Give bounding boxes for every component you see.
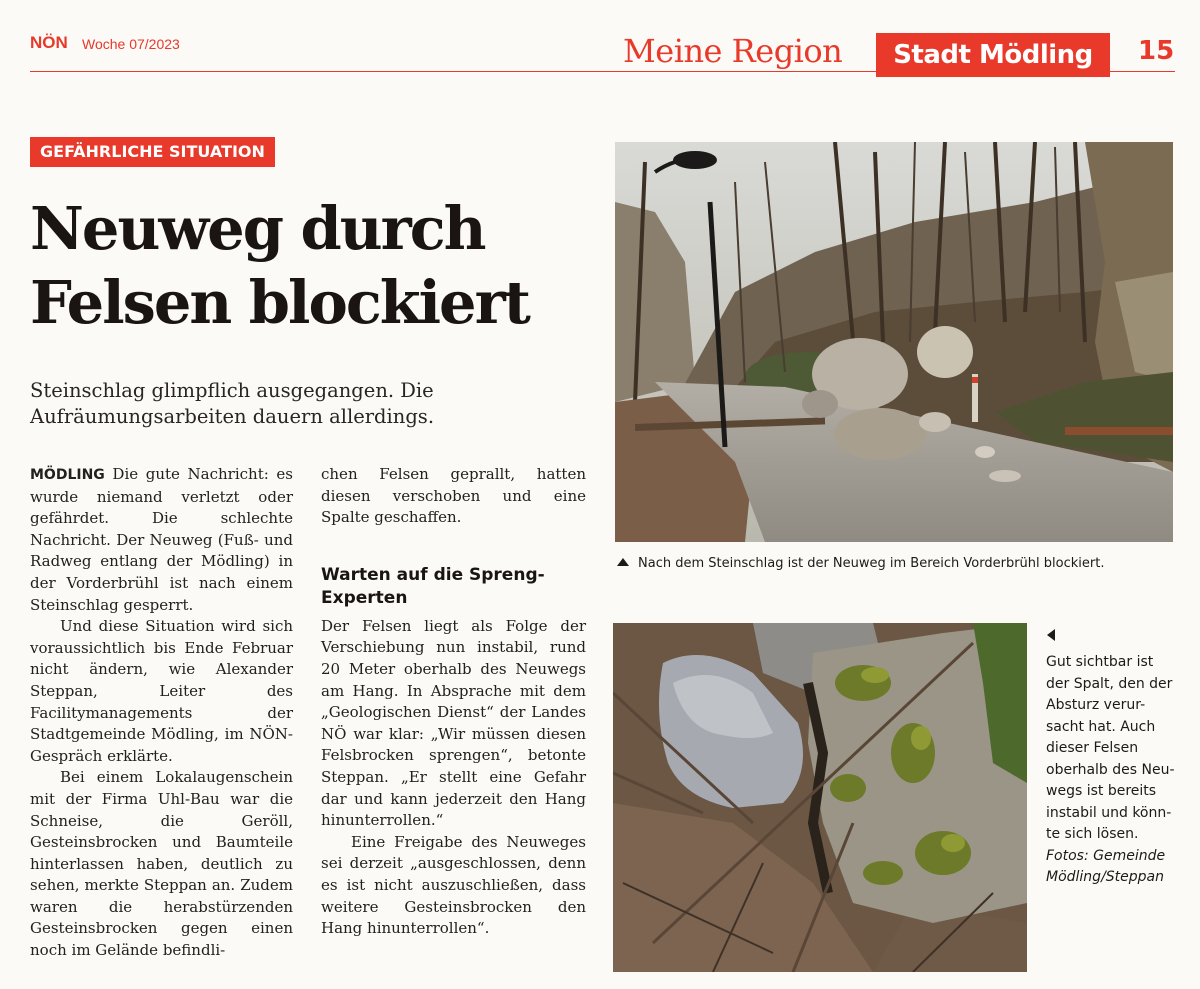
dateline: MÖDLING [30, 467, 105, 483]
paragraph-4: chen Felsen geprallt, hatten diesen verschoben und eine Spalte geschaffen. [321, 465, 586, 527]
triangle-left-icon [1047, 629, 1055, 641]
subheading: Warten auf die Spreng-Experten [321, 564, 545, 608]
paragraph-3: Bei einem Lokalaugenschein mit der Firma Uhl-Bau war die Schneise, die Geröll, Gesteinsbrocken und Baumteile hinterlassen haben, deutlich zu sehen, merkte Steppan an. Zudem waren die herabstürzenden Gesteinsbrocken gegen einen noch im Gelände befindli- [30, 768, 293, 960]
paragraph-2: Und diese Situation wird sich voraussichtlich bis Ende Februar nicht ändern, wie Alexander Steppan, Leiter des Facilitymanagements der Stadtgemeinde Mödling, im NÖN-Gespräch erklärte. [30, 617, 293, 765]
lead-text [30, 378, 600, 430]
photo-unstable-rock [613, 623, 1027, 972]
paragraph-5: Der Felsen liegt als Folge der Verschiebung nun instabil, rund 20 Meter oberhalb des Neuwegs am Hang. In Absprache mit dem „Geologischen Dienst“ der Landes NÖ war klar: „Wir müssen diesen Felsbrocken sprengen“, betonte Steppan. „Er stellt eine Gefahr dar und kann jederzeit den Hang hinunterrollen.“ [321, 616, 586, 830]
photo-caption-1 [617, 556, 1104, 571]
photo-credit-line-2: Mödling/Steppan [1046, 869, 1165, 885]
caption-2-line-3: Absturz verur- [1046, 697, 1146, 713]
paragraph-6: Eine Freigabe des Neuweges sei derzeit „ausgeschlossen, denn es ist nicht auszuschließen, dass weitere Gesteinsbrocken den Hang hinunterrollen“. [321, 832, 586, 938]
body-column-2 [321, 464, 586, 940]
photo-rockfall-path [615, 142, 1173, 542]
headline [30, 192, 600, 340]
caption-2-line-1: Gut sichtbar ist [1046, 654, 1154, 670]
issue-date: Woche 07/2023 [82, 36, 180, 52]
headline-line-2: Felsen blockiert [30, 268, 529, 337]
caption-2-line-6: oberhalb des Neu- [1046, 761, 1175, 778]
paragraph-1-text: Die gute Nachricht: es wurde niemand verletzt oder gefährdet. Die schlechte Nachricht. Der Neuweg (Fuß- und Radweg entlang der Mödling) in der Vorderbrühl ist nach einem Steinschlag gesperrt. [30, 465, 293, 614]
lead-line-2: Aufräumungsarbeiten dauern allerdings. [30, 405, 435, 428]
brand-logo: NÖN [30, 33, 68, 52]
caption-2-line-7: wegs ist bereits [1046, 783, 1157, 799]
caption-1-text: Nach dem Steinschlag ist der Neuweg im Bereich Vorderbrühl blockiert. [638, 556, 1105, 571]
caption-2-line-8: instabil und könn- [1046, 804, 1172, 821]
headline-line-1: Neuweg durch [30, 194, 485, 263]
triangle-up-icon [617, 558, 629, 566]
paragraph-1 [30, 464, 293, 616]
page-number: 15 [1138, 36, 1175, 66]
section-title: Meine Region [623, 32, 843, 70]
city-badge: Stadt Mödling [876, 33, 1110, 77]
caption-2-line-5: dieser Felsen [1046, 740, 1139, 756]
lead-line-1: Steinschlag glimpflich ausgegangen. Die [30, 379, 434, 402]
caption-2-line-4: sacht hat. Auch [1046, 718, 1156, 735]
body-column-1 [30, 464, 293, 962]
kicker-label: GEFÄHRLICHE SITUATION [30, 137, 275, 167]
photo-caption-2 [1046, 652, 1181, 889]
caption-2-line-2: der Spalt, den der [1046, 675, 1173, 692]
caption-2-line-9: te sich lösen. [1046, 826, 1139, 842]
photo-credit-line-1: Fotos: Gemeinde [1046, 847, 1166, 864]
header-rule [30, 71, 1175, 72]
